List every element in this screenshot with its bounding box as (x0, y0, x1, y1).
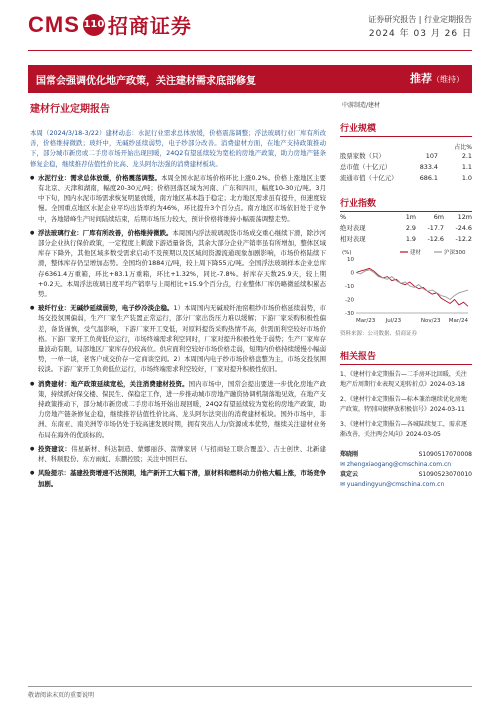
scale-value: 107 (425, 152, 438, 160)
abstract: 本周（2024/3/18-3/22）建材动态：水泥行业需求总体放缓，价格震荡调整；浮法玻璃行业厂库有所改善，价格维持微跌；玻纤中，无碱纱延续弱势，电子纱部分改善。消费建材方面，在地产支持政策推动下，部分城市新房或二手房市场开始出现回暖，24Q2有望延续较为宽松的房地产政策，助力房地产链条修复企稳，继续推荐估值性价比高、龙头阿尔法强的消费建材板块。 (30, 129, 326, 168)
legend-label: 沪深300 (444, 250, 466, 256)
body-paragraph (30, 444, 326, 464)
analyst-license: S1090517070008 (418, 451, 472, 458)
header-meta (368, 12, 472, 42)
perf-value: -12.2 (455, 235, 472, 243)
paragraph-heading: 消费建材：地产政策延续宽松，关注消费建材投资。 (38, 379, 189, 388)
analyst-row (340, 450, 472, 460)
body-paragraph (30, 468, 326, 488)
brand-logo (28, 10, 192, 39)
report-date: 2024 年 03 月 26 日 (368, 29, 472, 39)
paragraph-heading: 玻纤行业：无碱纱延续弱势，电子纱冷淡企稳。 (38, 304, 174, 313)
main-body (30, 116, 326, 489)
body-paragraph (30, 228, 326, 299)
perf-label: 绝对表现 (340, 224, 366, 232)
scale-share: 1.0 (461, 174, 472, 182)
related-reports-list (340, 370, 472, 440)
perf-row (340, 234, 472, 245)
y-tick-label: 10 (347, 257, 354, 263)
paragraph-text: 本周全国水泥市场价格环比上涨0.2%。价格上涨地区主要有北京、天津和湖南，幅度20-30元/吨；价格回落区域为河南、广东和四川，幅度10-30元/吨。3月中下旬，国内水泥市场需求恢复明显放缓，南方地区基本趋于稳定；北方地区需求虽有提升，但速度较慢。全国重点地区水泥企业平均出货率约为46%，环比提升3个百分点。南方地区市场依旧处于竞争中，各地错峰生产时间陆续结束，后期市场压力较大，预计价格将维持小幅震荡调整走势。 (38, 173, 326, 223)
paragraph-heading: 投资建议： (38, 444, 72, 453)
scale-table (340, 151, 472, 184)
scale-row (340, 162, 472, 173)
page-footer: 敬请阅读末页的重要说明 (28, 686, 472, 699)
y-tick-label: -20 (345, 297, 354, 304)
perf-col-header: 6m (433, 213, 444, 221)
scale-row (340, 151, 472, 162)
paragraph-text: 伟星新材、科达制造、蒙娜丽莎、箭牌家居（与招商轻工联合覆盖）、吉士创世、北新建材、科顺股份、东方雨虹、东鹏控股；关注中国巨石。 (38, 444, 326, 464)
index-chart-svg (340, 247, 472, 327)
chart-source: 资料来源：公司数据、招商证券 (340, 331, 418, 337)
perf-label: 相对表现 (340, 235, 366, 243)
legend-label: 建材 (410, 250, 422, 256)
scale-value: 686.1 (419, 174, 438, 182)
x-tick-label: Mar/24 (448, 318, 468, 324)
body-paragraph (30, 173, 326, 224)
related-report-item: 1、《建材行业定期报告—二手房环比回暖，关注地产后周期行业表现又迎转折点》2024-03-18 (340, 371, 467, 388)
scale-share: 1.1 (461, 163, 472, 171)
scale-label: 流通市值（十亿元） (340, 174, 398, 182)
paragraph-text: 本周国内浮法玻璃现货市场成交重心继续下滑，除沙河部分企业执行保价政策，一定程度上刺激下游适量备货，其余大部分企业产销率虽有所增加，整体区域库存下降外，其他区域多数受需求启动不及预期以及区域间资源流通现象加剧影响，市场价格陆续下滑，整体库存仍呈增加态势。全国均价1884元/吨，较上周下降55元/吨。全国浮法玻璃样本企业总库存6361.4万重箱，环比+83.1万重箱，环比+1.32%，同比-7.8%。折库存天数25.9天，较上期+0.2天。本周浮法玻璃日度平均产销率与上周相比+15.9个百分点，行业整体厂库仍略微延续积累态势。 (38, 228, 327, 299)
page-header (0, 0, 500, 56)
perf-value: -12.6 (427, 235, 444, 243)
y-tick-label: -30 (345, 311, 354, 317)
series-line-benchmark (356, 270, 468, 300)
rating-badge (410, 70, 464, 86)
paragraph-text: 国内市场中，国常会提出要进一步优化房地产政策，持续抓好保交楼、保民生、保稳定工作，进一步推动城市房地产融资协调机制落地见效，在地产支持政策推动下，部分城市新房或二手房市场开始出现回暖，24Q2有望延续较为宽松的房地产政策，助力房地产链条修复企稳，继续推荐估值性价比高、龙头阿尔法突出的消费建材板块。国外市场中，非洲、东南亚、南美洲等市场仍处于较高速发展时期，拥有突出人力/资源成本优势，继续关注建材业务布局在海外的优质标的。 (38, 379, 327, 439)
y-tick-label: 0 (350, 270, 354, 277)
related-heading: 相关报告 (340, 349, 472, 365)
perf-col-header: 12m (457, 213, 472, 221)
perf-table-header (340, 212, 472, 223)
report-type: 建材行业定期报告 (30, 104, 110, 115)
logo-badge-icon: 110 (83, 14, 105, 36)
perf-row (340, 223, 472, 234)
scale-share: 2.1 (461, 152, 472, 160)
report-category: 证券研究报告 | 行业定期报告 (368, 15, 472, 24)
index-chart (340, 247, 472, 329)
series-line-industry (356, 268, 468, 306)
industry-label: 中游制造/建材 (342, 102, 381, 109)
paragraph-heading: 水泥行业：需求总体放缓，价格震荡调整。 (38, 173, 161, 182)
perf-col-header: 1m (405, 213, 416, 221)
analyst-license: S1090523070010 (418, 471, 472, 478)
title-banner (28, 65, 472, 93)
scale-label: 股票家数（只） (340, 152, 385, 160)
analyst-name: 袁定云 (340, 471, 359, 478)
scale-label: 总市值（十亿元） (340, 163, 392, 171)
scale-value: 833.4 (419, 163, 438, 171)
scale-row (340, 173, 472, 184)
logo-cms-text: CMS (28, 11, 80, 37)
body-paragraphs (30, 173, 326, 489)
y-tick-label: -10 (345, 284, 354, 290)
paragraph-text: 1）本周国内无碱玻纤池窑粗纱市场价格延续弱势，市场交投氛围偏弱，生产厂家生产装置正常运行，部分厂家出货压力难以缓解；下游厂家采购积极性偏差，备货谨慎，受气温影响，下游厂家开工变低，对原料提货采购热情不高，供需面利空较好市场价格。下游厂家开工负荷低位运行，市场终端需求利空同时，厂家对提升积极性处于弱势；生产厂家库存量波动有限，局部地区厂家库存仍较高位。供应面利空较好市场价格走弱，短期内价格持续缓慢小幅弱势，一单一谈，老客户成交价存一定商谈空间。2）本周国内电子纱市场价格盘整为主，市场交投氛围较淡。下游厂家开工负荷低位运行，市场终端需求利空较好，厂家对提升积极性依旧。 (38, 304, 326, 374)
related-report-item: 2、《建材行业定期报告—标本兼治继续优化房地产政策，特别国债释放积极信号》2024-03-11 (340, 396, 467, 413)
x-tick-label: Mar/23 (356, 318, 376, 324)
paragraph-heading: 浮法玻璃行业：厂库有所改善，价格维持微跌。 (38, 228, 173, 237)
sidebar (340, 100, 472, 490)
perf-value: -17.7 (427, 224, 444, 232)
scale-heading: 行业规模 (340, 121, 472, 137)
scale-unit: 占比% (454, 144, 472, 151)
x-tick-label: Nov/23 (420, 318, 441, 324)
perf-value: -24.6 (455, 224, 472, 232)
analyst-name: 郑晓刚 (340, 451, 359, 458)
body-paragraph (30, 303, 326, 374)
related-report-item: 3、《建材行业定期报告—各城陆续复工，需求逐渐改善，关注两会风向》2024-03-05 (340, 421, 467, 438)
paragraph-heading: 风险提示：基建投资增速不达预期，地产新开工大幅下滑，原材料和燃料动力价格大幅上涨，市场竞争加剧。 (38, 469, 326, 488)
y-axis-unit: (%) (342, 250, 352, 256)
rating-value: 推荐 (410, 72, 432, 85)
header-divider (28, 50, 472, 51)
perf-table (340, 223, 472, 245)
analyst-email: ✉ zhengxiaogang@cmschina.com.cn (340, 461, 452, 468)
logo-company-name: 招商证券 (107, 14, 192, 38)
body-paragraph (30, 379, 326, 440)
x-tick-label: Jul/23 (385, 318, 402, 324)
perf-col-header: % (340, 213, 347, 221)
analyst-list (340, 450, 472, 490)
analyst-row (340, 470, 472, 480)
perf-value: 2.9 (405, 224, 416, 232)
analyst-email: ✉ yuandingyun@cmschina.com.cn (340, 481, 445, 488)
report-title: 国常会强调优化地产政策，关注建材需求底部修复 (36, 76, 256, 87)
rating-note: （维持） (432, 75, 464, 84)
perf-value: 1.9 (405, 235, 416, 243)
perf-heading: 行业指数 (340, 196, 472, 212)
